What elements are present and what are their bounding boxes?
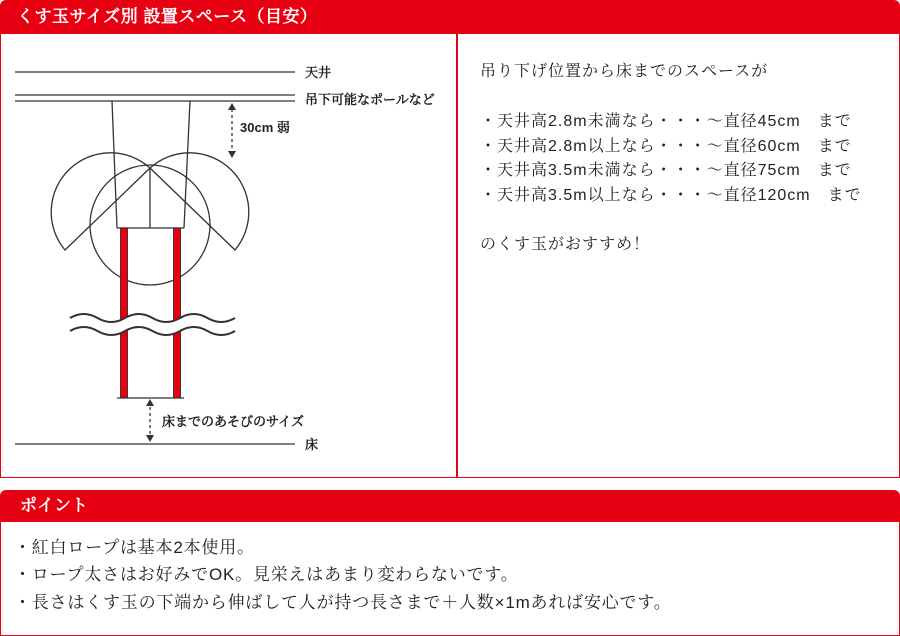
point-item: ・紅白ロープは基本2本使用。 [14,538,255,557]
arrow-up-icon [146,399,154,406]
point-item: ・ロープ太さはお好みでOK。見栄えはあまり変わらないです。 [14,565,519,584]
arrow-down-icon [146,435,154,442]
arrow-up-icon [228,103,236,110]
bottom-gap-label: 床までのあそびのサイズ [162,414,304,429]
rope-left [121,228,128,398]
bottom-gap-arrow [146,399,154,442]
section-title: くす玉サイズ別 設置スペース（目安） [17,7,318,26]
point-item: ・長さはくす玉の下端から伸ばして人が持つ長さまで＋人数×1mあれば安心です。 [14,593,672,612]
guide-item: ・天井高2.8m未満なら・・・〜直径45cm まで [480,113,852,130]
guide-item: ・天井高3.5m以上なら・・・〜直径120cm まで [480,187,862,204]
installation-diagram [0,0,456,478]
top-gap-label: 30cm 弱 [240,120,290,135]
top-gap-arrow [228,103,236,158]
guide-intro: 吊り下げ位置から床までのスペースが [480,63,769,80]
ceiling-label: 天井 [305,65,332,80]
hanging-string-left [112,101,117,228]
floor-label: 床 [305,437,319,452]
guide-outro: のくす玉がおすすめ！ [480,236,651,253]
pole-label: 吊下可能なポールなど [305,92,435,107]
rope-right [174,228,181,398]
points-header [0,490,900,522]
arrow-down-icon [228,151,236,158]
points-title: ポイント [20,496,88,515]
panel-divider [456,34,458,478]
hanging-string-right [184,101,190,228]
guide-item: ・天井高3.5m未満なら・・・〜直径75cm まで [480,162,852,179]
guide-item: ・天井高2.8m以上なら・・・〜直径60cm まで [480,138,852,155]
